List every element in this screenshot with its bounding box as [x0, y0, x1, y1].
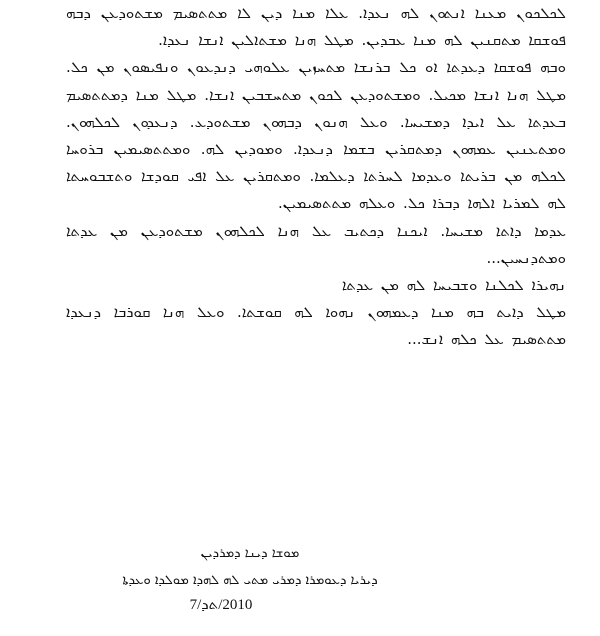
document-date: 2010/ܬܕ/7	[189, 597, 253, 613]
signature-block	[100, 540, 400, 594]
document-body	[66, 0, 566, 354]
signature-name: ܡܘܫܐ ܕܝܢܐ ܕܡܪܕܝܢ	[200, 546, 300, 561]
paragraph-4: ܢܗܝܪܐ ܠܟܠܢܐ ܘܫܒܝܚܐ ܠܗ ܡܢ ܥܕܬܐ	[341, 276, 566, 295]
paragraph-3: ܥܕܡܐ ܕܐܬܐ ܡܫܝܚܐ. ܐܝܟܢܐ ܕܟܬܝܒ ܥܠ ܗܢܐ ܠܟܠܗܘܢ ܡܫܬܘܕܥܢ ܡܢ ܥܕܬܐ ܘܡܬܕܢܚܝܢ...	[66, 221, 566, 267]
paragraph-1: ܠܟܠܟܘܢ ܡܥܢܐ ܐܢܬܘܢ ܠܗ ܢܥܕܐ. ܥܠܐ ܡܢܐ ܕܝܢ ܠܐ ܡܬܬܣܝܡ ܡܫܬܘܕܥܢ ܕܒܗ ܦܘܫܩܐ ܡܬܩܢܝܢ ܠܗ ܡܢܐ ܥܒܕܝܢ. ܡܛܠ ܗܢܐ ܡܫܬܐܠܝܢ ܐܢܫܐ ܢܥܕܐ.	[66, 4, 566, 50]
signature-title: ܕܝܪܝܐ ܕܥܘܡܪܐ ܕܡܪܝ ܡܬܝ ܠܗ ܠܗܕܐ ܡܘܠܕܐ ܘܥܕܬܐ	[122, 573, 378, 588]
paragraph-5: ܡܛܠ ܕܐܝܬ ܒܗ ܡܢܐ ܕܥܡܗܘܢ ܢܗܘܐ ܠܗ ܩܘܫܬܐ. ܘܥܠ ܗܢܐ ܩܘܪܒܐ ܕܢܥܕܐ ܡܬܬܣܝܡ ܥܠ ܟܠܗ ܐܢܫ...	[66, 303, 566, 349]
paragraph-2: ܘܒܗ ܦܘܫܩܐ ܕܥܕܬܐ ܐܘ ܟܠ ܒܪܢܫܐ ܡܬܚܙܝܢ ܥܠܘܗܝ ܕܢܕܥܘܢ ܘܢܦܝܣܘܢ ܡܢ ܟܠ. ܡܛܠ ܗܢܐ ܐܢܫܐ ܡܟܝܠ. ܘܡܫܬܘܕܥܢ ܠܟܘܢ ܡܬܚܫܒܝܢ ܐܢܫܐ. ܡܛܠ ܡܢܐ ܕܡܬܬܣܝܡ ܒܥܕܬܐ ܥܠ ܐܝܕܐ ܕܡܫܝܚܐ. ܘܥܠ ܗܢܘܢ ܕܒܗܘܢ ܡܫܬܘܕܥ. ܕܢܥܕܘܢ ܠܟܠܗܘܢ. ܘܡܬܥܢܝܢ ܥܡܗܘܢ ܕܡܬܩܪܝܢ ܒܫܡܐ ܕܢܥܕܐ. ܘܡܘܕܝܢ ܠܗ. ܘܡܬܬܣܝܡܝܢ ܒܪܘܚܐ ܠܟܠܗ ܡܢ ܒܪܝܬܐ ܘܥܕܡܐ ܠܚܪܬܐ ܕܥܠܡܐ. ܘܡܬܩܪܝܢ ܥܠ ܐܦܝ ܩܘܕܫܐ ܘܬܫܒܘܚܬܐ ܠܗ ܠܡܪܝܐ ܐܠܗܐ ܕܒܪܐ ܟܠ. ܘܥܠܗ ܡܬܬܣܝܡܝܢ.	[66, 58, 566, 213]
